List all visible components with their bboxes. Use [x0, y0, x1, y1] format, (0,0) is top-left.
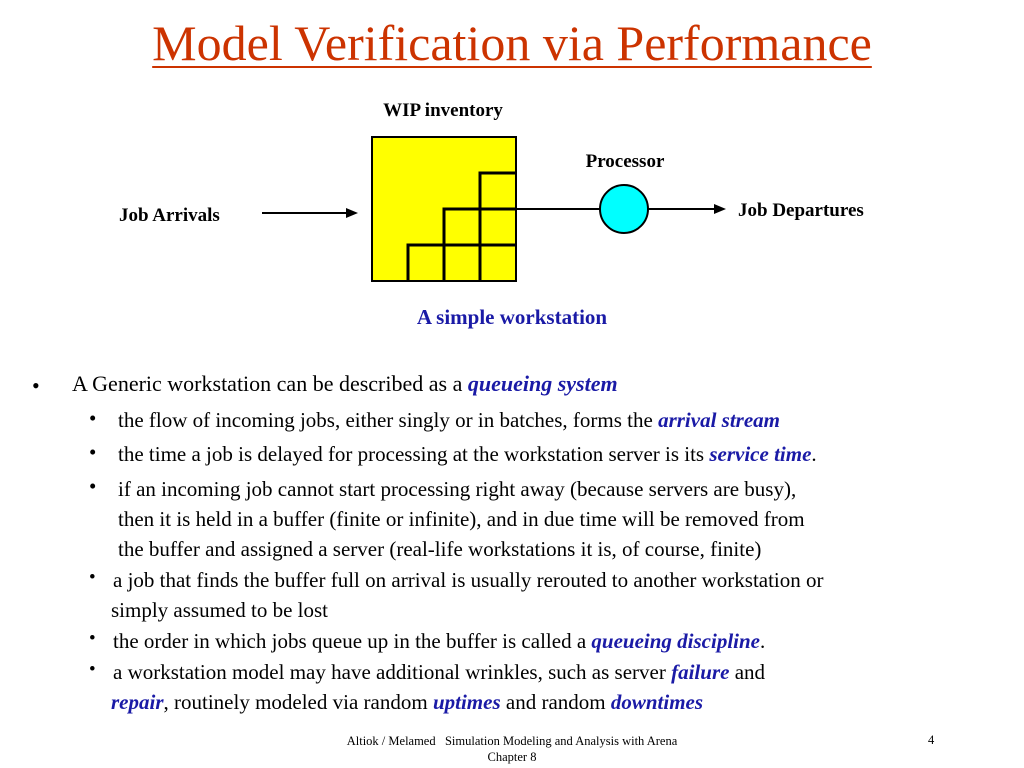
slide-footer	[0, 733, 1024, 765]
footer-chapter: Chapter 8	[487, 750, 537, 764]
arrivals-label: Job Arrivals	[119, 205, 220, 226]
page-number: 4	[928, 733, 935, 747]
sub-bullet-discipline: the order in which jobs queue up in the buffer is called a queueing discipline.	[113, 629, 766, 653]
processor-circle	[600, 185, 648, 233]
keyword-downtimes: downtimes	[610, 690, 704, 714]
bullet-marker: •	[89, 659, 96, 680]
sub-bullet-buffer-line3: the buffer and assigned a server (real-life workstations it is, of course, finite)	[118, 537, 762, 561]
workstation-diagram	[0, 0, 1024, 340]
footer-citation: Altiok / Melamed Simulation Modeling and Analysis with Arena	[346, 734, 678, 748]
bullet-marker: •	[32, 373, 40, 398]
sub-bullet-lost-line2: simply assumed to be lost	[111, 598, 328, 622]
slide-title: Model Verification via Performance	[152, 15, 872, 71]
keyword-arrival-stream: arrival stream	[658, 408, 780, 432]
keyword-uptimes: uptimes	[432, 690, 501, 714]
arrival-arrow	[262, 208, 358, 218]
keyword-service-time: service time	[709, 442, 812, 466]
departures-label: Job Departures	[738, 200, 864, 221]
sub-bullet-failure-line1: a workstation model may have additional wrinkles, such as server failure and	[113, 660, 766, 684]
bullet-marker: •	[89, 474, 97, 498]
bullet-marker: •	[89, 567, 96, 588]
sub-bullet-buffer-line1: if an incoming job cannot start processing right away (because servers are busy),	[118, 477, 797, 501]
departure-arrow	[648, 204, 726, 214]
bullet-marker: •	[89, 406, 97, 430]
main-bullet: A Generic workstation can be described as a queueing system	[72, 371, 618, 396]
sub-bullet-failure-line2: repair, routinely modeled via random uptimes and random downtimes	[111, 690, 704, 714]
keyword-queueing-discipline: queueing discipline	[591, 629, 760, 653]
keyword-failure: failure	[671, 660, 730, 684]
keyword-repair: repair	[111, 690, 164, 714]
diagram-caption: A simple workstation	[416, 305, 608, 329]
wip-label: WIP inventory	[383, 100, 503, 121]
processor-label: Processor	[585, 151, 665, 172]
sub-bullet-lost-line1: a job that finds the buffer full on arrival is usually rerouted to another workstation or	[113, 568, 824, 592]
sub-bullet-service: the time a job is delayed for processing at the workstation server is its service time.	[118, 442, 817, 466]
bullet-marker: •	[89, 440, 97, 464]
sub-bullet-buffer-line2: then it is held in a buffer (finite or infinite), and in due time will be removed from	[118, 507, 805, 531]
keyword-queueing-system: queueing system	[467, 371, 618, 396]
bullet-marker: •	[89, 628, 96, 649]
sub-bullet-arrival: the flow of incoming jobs, either singly or in batches, forms the arrival stream	[118, 408, 780, 432]
